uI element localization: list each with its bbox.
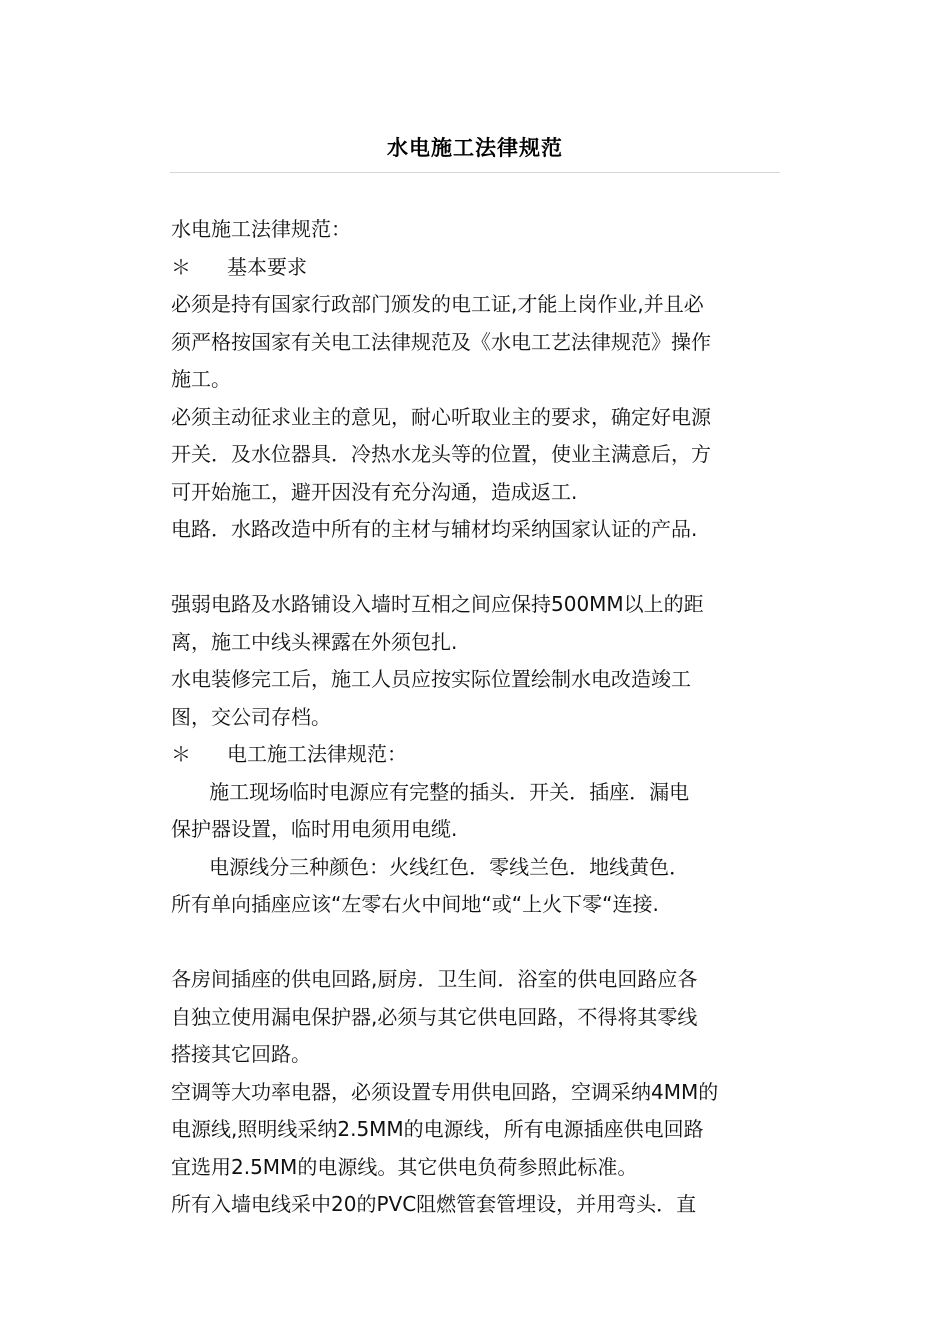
document-body: [171, 211, 781, 1224]
blank-line: [171, 549, 781, 587]
paragraph-line: 必须是持有国家行政部门颁发的电工证,才能上岗作业,并且必: [171, 292, 704, 316]
paragraph-line: 空调等大功率电器，必须设置专用供电回路，空调采纳4MM的: [171, 1079, 719, 1104]
paragraph-line: 施工现场临时电源应有完整的插头．开关．插座．漏电: [171, 779, 690, 804]
paragraph-line: 保护器设置，临时用电须用电缆.: [171, 817, 458, 841]
section-heading-electrical: [171, 736, 781, 774]
paragraph-line: 电源线,照明线采纳2.5MM的电源线，所有电源插座供电回路: [171, 1117, 704, 1141]
bullet-symbol: ＊: [171, 254, 191, 279]
paragraph-line: 水电施工法律规范：: [171, 217, 351, 241]
blank-line: [171, 924, 781, 962]
paragraph-line: 所有入墙电线采中20的PVC阻燃管套管埋设，并用弯头．直: [171, 1192, 697, 1216]
title-divider: [170, 172, 780, 173]
paragraph-line: 可开始施工，避开因没有充分沟通，造成返工.: [171, 479, 578, 504]
paragraph-line: 自独立使用漏电保护器,必须与其它供电回路，不得将其零线: [171, 1004, 698, 1029]
paragraph-line: 须严格按国家有关电工法律规范及《水电工艺法律规范》操作: [171, 329, 711, 354]
paragraph-line: 必须主动征求业主的意见，耐心听取业主的要求，确定好电源: [171, 404, 711, 429]
paragraph-line: 开关．及水位器具．冷热水龙头等的位置，使业主满意后，方: [171, 442, 711, 466]
paragraph-line: 各房间插座的供电回路,厨房．卫生间．浴室的供电回路应各: [171, 967, 698, 991]
paragraph-line: 图，交公司存档。: [171, 704, 331, 729]
paragraph-line: 电源线分三种颜色：火线红色．零线兰色．地线黄色．: [171, 854, 690, 879]
paragraph-line: 搭接其它回路。: [171, 1042, 311, 1066]
section-heading-label: 基本要求: [227, 254, 307, 279]
paragraph-line: 电路．水路改造中所有的主材与辅材均采纳国家认证的产品.: [171, 517, 698, 541]
paragraph-line: 施工。: [171, 367, 231, 391]
page-title: 水电施工法律规范: [387, 136, 563, 160]
paragraph-line: 宜选用2.5MM的电源线。其它供电负荷参照此标准。: [171, 1154, 638, 1179]
section-heading-basic: [171, 249, 781, 287]
paragraph-line: 所有单向插座应该“左零右火中间地“或“上火下零“连接.: [171, 892, 659, 916]
paragraph-line: 水电装修完工后，施工人员应按实际位置绘制水电改造竣工: [171, 667, 691, 691]
paragraph-line: 离，施工中线头裸露在外须包扎.: [171, 629, 458, 654]
section-heading-label: 电工施工法律规范：: [227, 742, 407, 766]
paragraph-line: 强弱电路及水路铺设入墙时互相之间应保持500MM以上的距: [171, 592, 704, 616]
bullet-symbol: ＊: [171, 742, 191, 766]
